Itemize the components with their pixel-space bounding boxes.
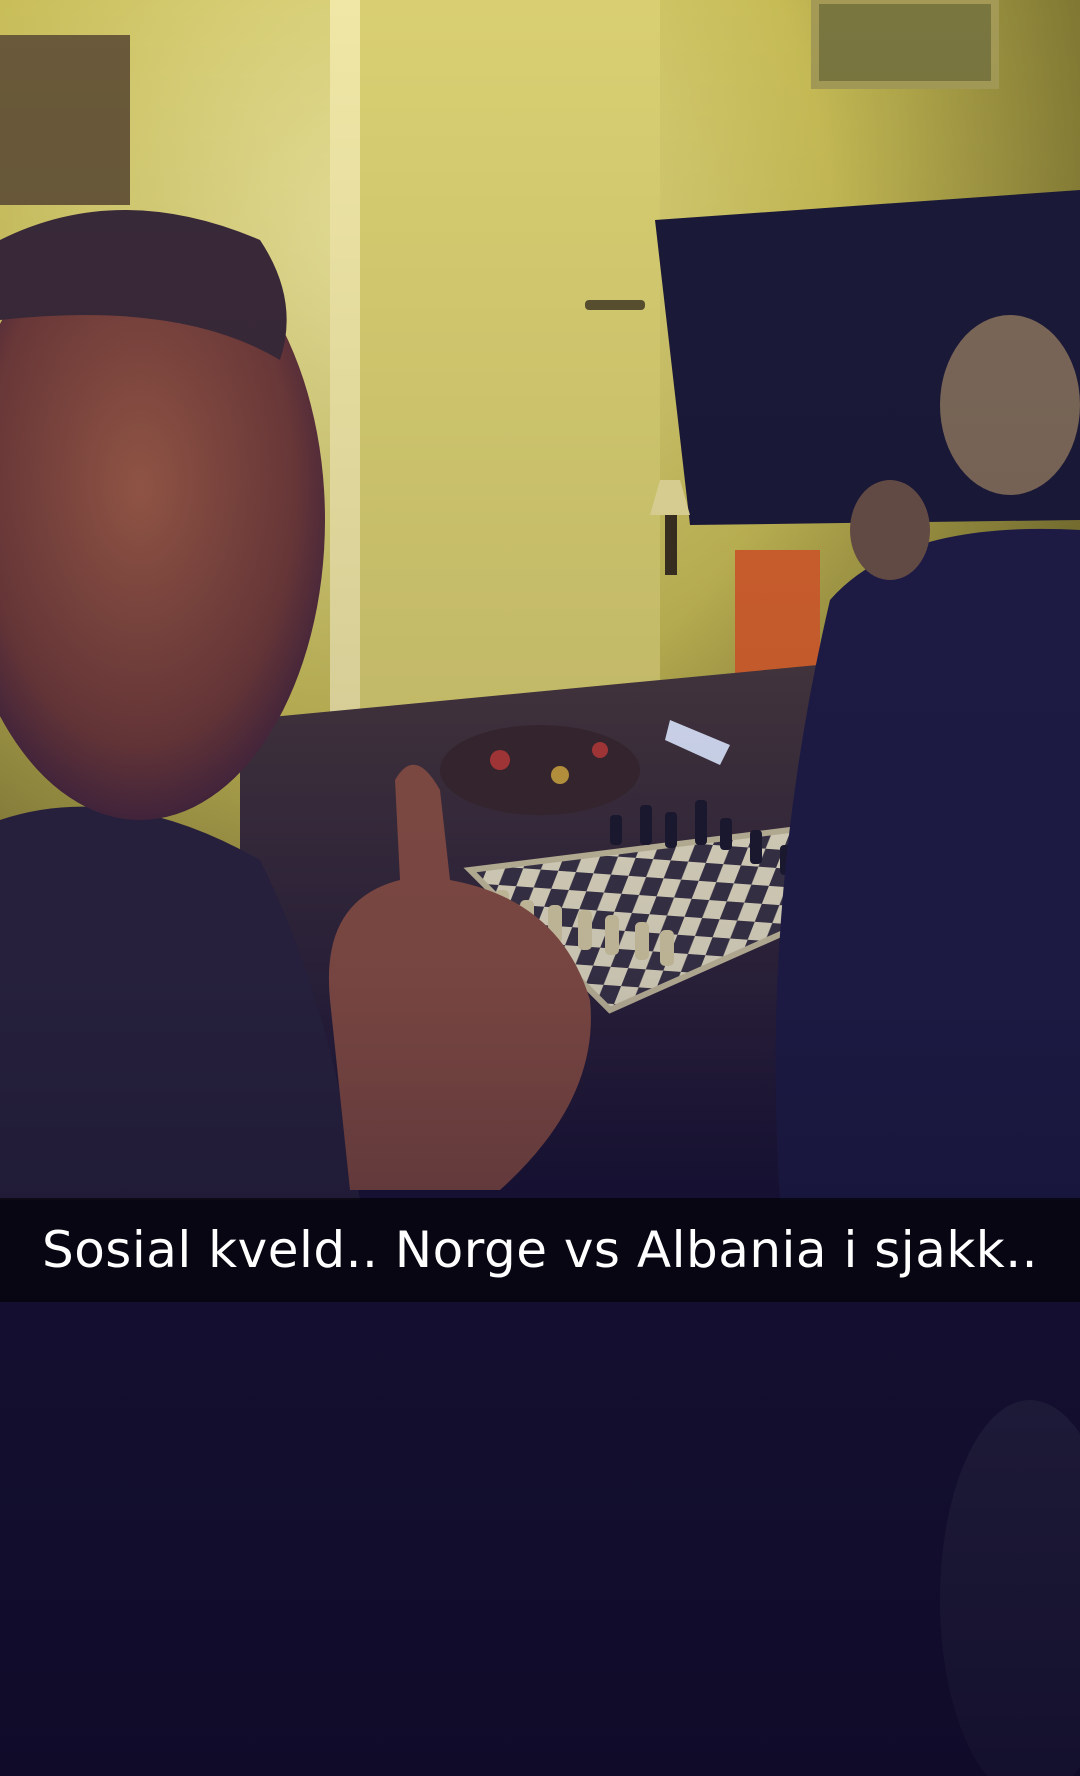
caption-bar — [0, 1198, 1080, 1302]
caption-text: Sosial kveld.. Norge vs Albania i sjakk.. — [41, 1221, 1039, 1279]
